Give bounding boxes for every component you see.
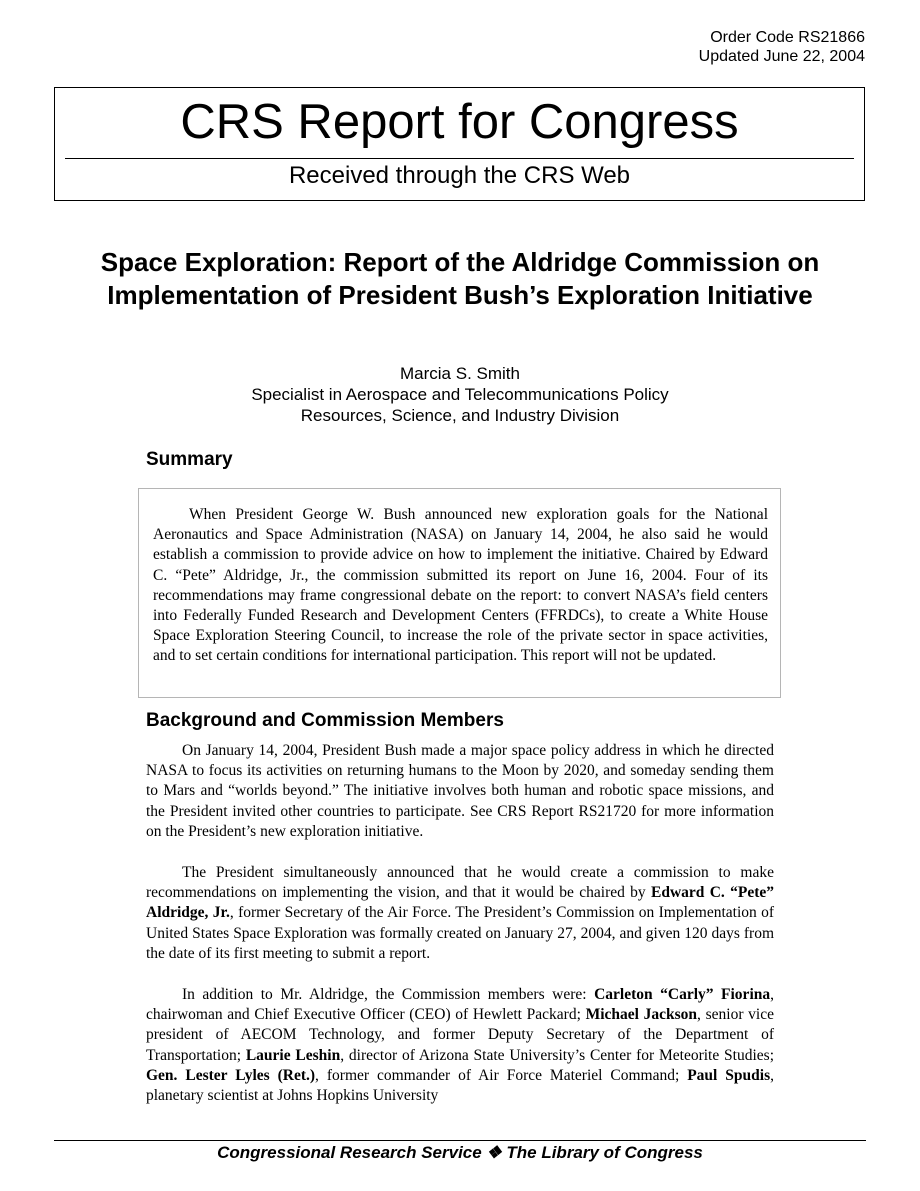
updated-date: Updated June 22, 2004 (698, 48, 865, 65)
order-info (699, 28, 865, 66)
banner-subtitle: Received through the CRS Web (288, 162, 631, 189)
body-text (146, 741, 774, 1127)
author-name: Marcia S. Smith (400, 364, 520, 383)
name-lyles: Gen. Lester Lyles (Ret.) (146, 1066, 316, 1084)
background-heading: Background and Commission Members (146, 710, 504, 731)
paragraph-2: The President simultaneously announced that he would create a commission to make recommendations on implementing the vision, and that it would be chaired by Edward C. “Pete” Aldridge, Jr., former Secretary of the Air Force. The President’s Commission on Implementation of United States Space Exploration was formally created on January 27, 2004, and given 120 days from the date of its first meeting to submit a report. (146, 864, 775, 962)
summary-text: When President George W. Bush announced new exploration goals for the National Aeronautics and Space Administration (NASA) on January 14, 2004, he also said he would establish a commission to provide advice on how to implement the initiative. Chaired by Edward C. “Pete” Aldridge, Jr., the commission submitted its report on June 16, 2004. Four of its recommendations may frame congressional debate on the report: to convert NASA’s field centers into Federally Funded Research and Development Centers (FFRDCs), to create a White House Space Exploration Steering Council, to increase the role of the private sector in space activities, and to set certain conditions for international participation. This report will not be updated. (153, 506, 768, 665)
paragraph-1: On January 14, 2004, President Bush made a major space policy address in which he directed NASA to focus its activities on returning humans to the Moon by 2020, and someday sending them to Mars and “worlds beyond.” The initiative involves both human and robotic space missions, and the President invited other countries to participate. See CRS Report RS21720 for more information on the President’s new exploration initiative. (146, 742, 774, 840)
name-leshin: Laurie Leshin (245, 1046, 341, 1064)
summary-heading: Summary (146, 449, 233, 470)
crs-banner (54, 87, 865, 201)
name-spudis: Paul Spudis (687, 1066, 771, 1084)
banner-title: CRS Report for Congress (180, 95, 739, 149)
footer-text: Congressional Research Service ❖ The Library of Congress (217, 1143, 703, 1162)
author-role: Specialist in Aerospace and Telecommunications Policy (251, 385, 669, 404)
order-code: Order Code RS21866 (710, 29, 865, 46)
summary-box (138, 488, 781, 698)
author-block (100, 363, 820, 426)
document-title: Space Exploration: Report of the Aldridge Commission on Implementation of President Bush’s Exploration Initiative (100, 247, 820, 310)
name-aldridge: Edward C. “Pete” Aldridge, Jr. (146, 884, 774, 922)
banner-divider (65, 158, 854, 159)
name-fiorina: Carleton “Carly” Fiorina (594, 986, 771, 1004)
name-jackson: Michael Jackson (585, 1006, 698, 1024)
footer-divider (54, 1140, 866, 1141)
author-division: Resources, Science, and Industry Division (300, 406, 620, 425)
paragraph-3: In addition to Mr. Aldridge, the Commission members were: Carleton “Carly” Fiorina, chairwoman and Chief Executive Officer (CEO) of Hewlett Packard; Michael Jackson, senior vice president of AECOM Technology, and former Deputy Secretary of the Department of Transportation; Laurie Leshin, director of Arizona State University’s Center for Meteorite Studies; Gen. Lester Lyles (Ret.), former commander of Air Force Materiel Command; Paul Spudis, planetary scientist at Johns Hopkins University (146, 986, 775, 1105)
